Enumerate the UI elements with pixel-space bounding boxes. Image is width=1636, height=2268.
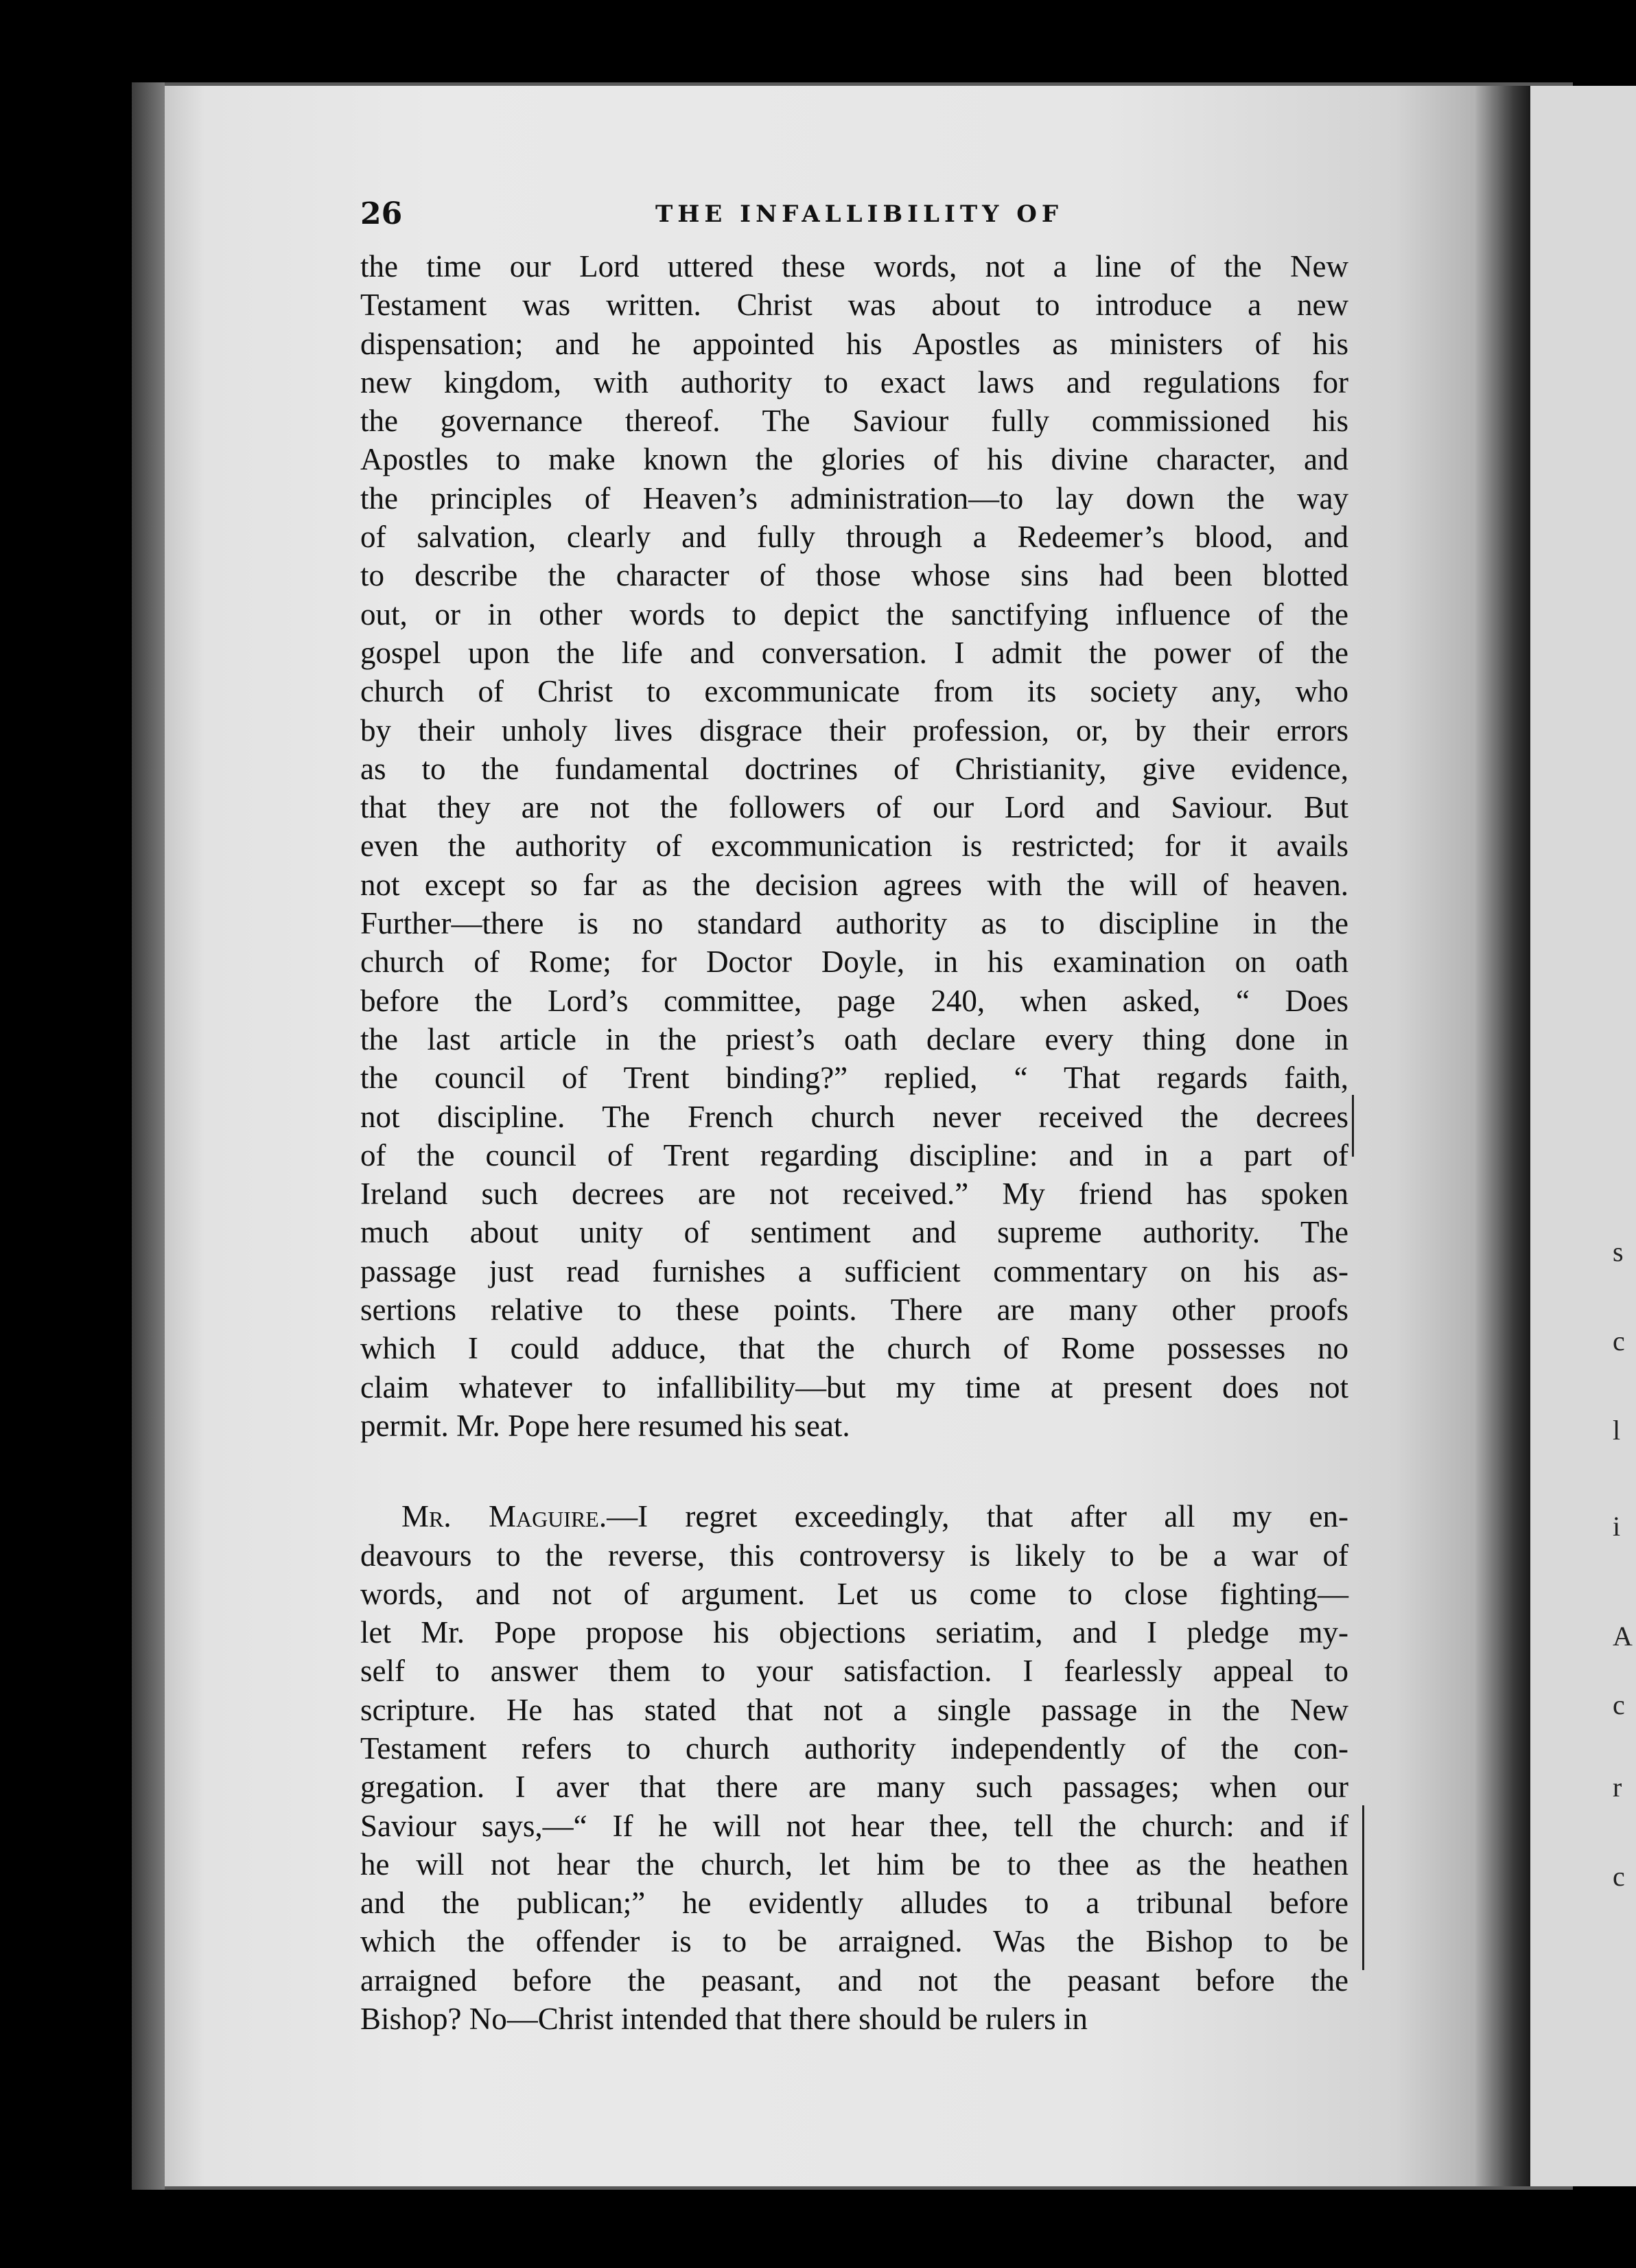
paragraph-gap [360,1445,1348,1497]
paragraph [360,247,1348,1445]
text-line: he will not hear the church, let him be to thee as the heathen [360,1847,1348,1882]
next-page-glyph: c [1613,1326,1625,1356]
next-page-glyph: l [1613,1415,1621,1446]
text-line: and the publican;” he evidently alludes to a tribunal before [360,1886,1348,1921]
text-line: much about unity of sentiment and supreme authority. The [360,1215,1348,1250]
text-line: the principles of Heaven’s administration—to lay down the way [360,481,1348,516]
text-line: of salvation, clearly and fully through a Redeemer’s blood, and [360,520,1348,555]
next-page-glyph: c [1613,1861,1625,1892]
running-head [360,194,1355,235]
text-line: Testament was written. Christ was about to introduce a new [360,288,1348,323]
text-line: church of Christ to excommunicate from its society any, who [360,674,1348,709]
text-line: Further—there is no standard authority as to discipline in the [360,906,1348,941]
text-line: Testament refers to church authority independently of the con- [360,1731,1348,1766]
page-body-text [360,247,1348,2038]
text-line: which I could adduce, that the church of Rome possesses no [360,1331,1348,1366]
text-line: gospel upon the life and conversation. I admit the power of the [360,635,1348,670]
text-line: dispensation; and he appointed his Apostles as ministers of his [360,326,1348,361]
page-left-edge-shadow [132,82,165,2190]
next-page-glyph: s [1613,1236,1624,1267]
text-line: new kingdom, with authority to exact laws and regulations for [360,364,1348,400]
text-line: Bishop? No—Christ intended that there should be rulers in [360,2002,1088,2037]
margin-bracket-mark [1352,1095,1354,1157]
text-line: of the council of Trent regarding discipline: and in a part of [360,1137,1348,1172]
text-line: scripture. He has stated that not a single passage in the New [360,1692,1348,1727]
next-page-glyph: r [1613,1772,1622,1803]
text-line: that they are not the followers of our Lord and Saviour. But [360,790,1348,825]
gutter-shadow [1475,86,1530,2186]
text-line-content: —I regret exceedingly, that after all my en- [607,1499,1348,1534]
text-line: not except so far as the decision agrees with the will of heaven. [360,867,1348,902]
text-line: claim whatever to infallibility—but my time at present does not [360,1369,1348,1404]
text-line: sertions relative to these points. There are many other proofs [360,1293,1348,1328]
text-line: even the authority of excommunication is restricted; for it avails [360,829,1348,864]
next-page-glyph: A [1613,1621,1633,1652]
text-line: deavours to the reverse, this controversy is likely to be a war of [360,1538,1348,1573]
text-line: to describe the character of those whose sins had been blotted [360,558,1348,593]
text-line: the time our Lord uttered these words, not a line of the New [360,249,1348,284]
margin-bracket-mark [1362,1805,1364,1970]
text-line: church of Rome; for Doctor Doyle, in his examination on oath [360,945,1348,980]
text-line: Ireland such decrees are not received.” My friend has spoken [360,1177,1348,1212]
text-line: out, or in other words to depict the sanctifying influence of the [360,597,1348,632]
text-line: the council of Trent binding?” replied, “ That regards faith, [360,1061,1348,1096]
text-line: Apostles to make known the glories of his divine character, and [360,442,1348,477]
text-line: let Mr. Pope propose his objections seriatim, and I pledge my- [360,1615,1348,1650]
next-page-glyph: i [1613,1511,1621,1542]
text-line: passage just read furnishes a sufficient commentary on his as- [360,1253,1348,1288]
text-line: as to the fundamental doctrines of Christianity, give evidence, [360,751,1348,786]
text-line: words, and not of argument. Let us come to close fighting— [360,1576,1348,1611]
text-line: self to answer them to your satisfaction. I fearlessly appeal to [360,1654,1348,1689]
text-line: which the offender is to be arraigned. Was the Bishop to be [360,1924,1348,1959]
text-line: by their unholy lives disgrace their profession, or, by their errors [360,713,1348,748]
text-line: the last article in the priest’s oath declare every thing done in [360,1021,1348,1056]
text-line: before the Lord’s committee, page 240, when asked, “ Does [360,983,1348,1018]
text-line: gregation. I aver that there are many such passages; when our [360,1770,1348,1805]
text-line: the governance thereof. The Saviour fully commissioned his [360,404,1348,439]
text-line: permit. Mr. Pope here resumed his seat. [360,1408,850,1443]
page-number: 26 [360,196,403,231]
text-line: Saviour says,—“ If he will not hear thee, tell the church: and if [360,1808,1348,1843]
running-title: THE INFALLIBILITY OF [655,200,1064,228]
text-line [360,1497,1348,1536]
text-line: arraigned before the peasant, and not the peasant before the [360,1963,1348,1998]
speaker-name: Mr. Maguire. [401,1499,607,1534]
next-page-glyph: c [1613,1689,1625,1720]
text-line: not discipline. The French church never received the decrees [360,1099,1348,1134]
paragraph [360,1497,1348,2038]
